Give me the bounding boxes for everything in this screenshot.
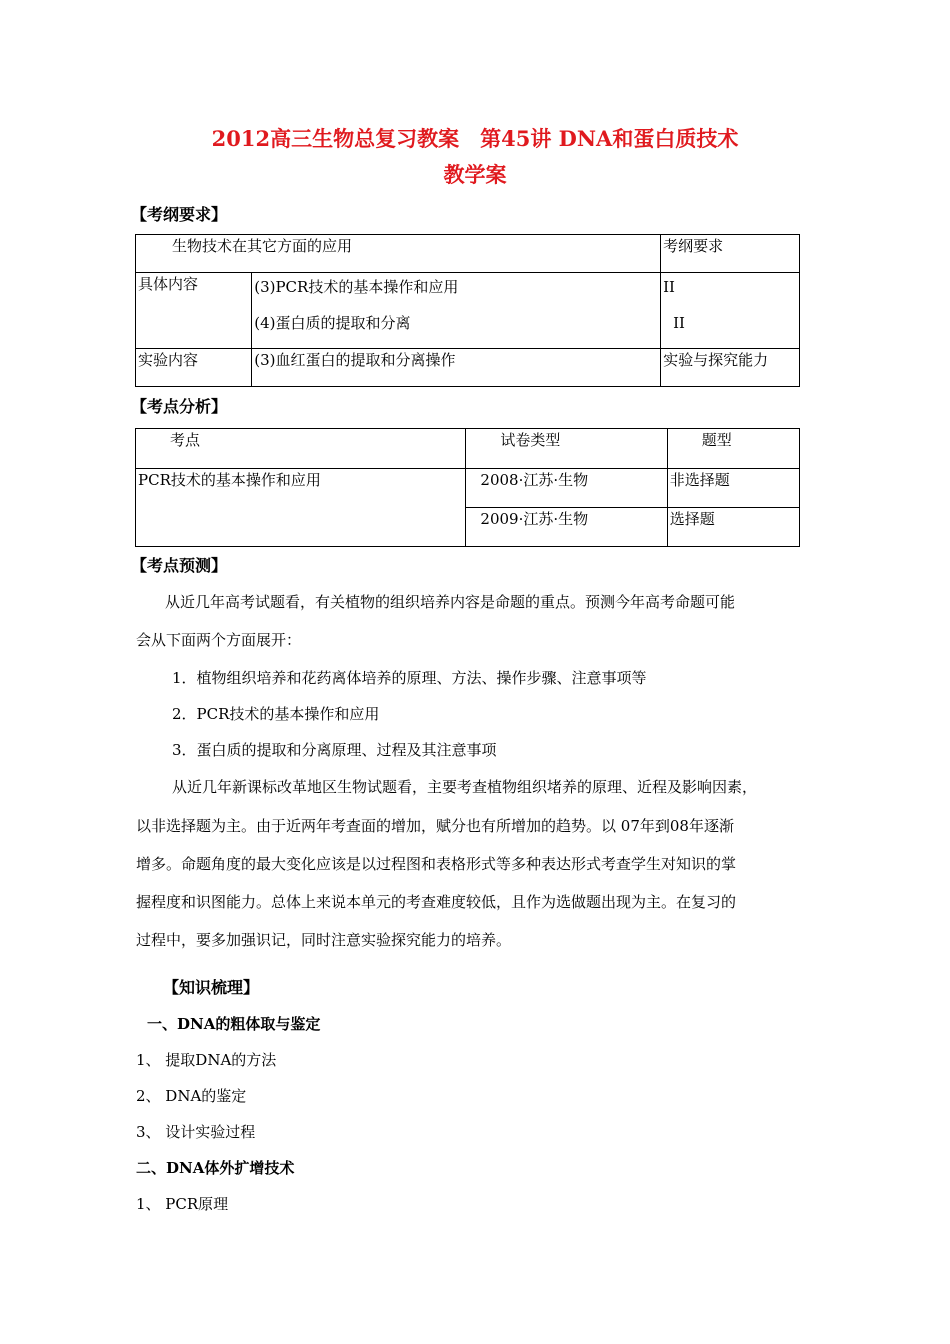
prediction-paragraph-line: 过程中，要多加强识记，同时注意实验探究能力的培养。 [136,931,512,949]
prediction-paragraph-line: 会从下面两个方面展开： [136,631,302,649]
analysis-type: 非选择题 [667,469,799,508]
doc-subtitle: 教学案 [443,162,507,187]
req-row1-item: (4)蛋白质的提取和分离 [254,314,411,332]
prediction-paragraph-line: 从近几年高考试题看，有关植物的组织培养内容是命题的重点。预测今年高考命题可能 [165,593,736,611]
req-row1-levels [661,273,800,349]
knowledge-part1-title: 一、DNA的粗体取与鉴定 [147,1015,321,1033]
heading-analysis: 【考点分析】 [131,397,228,416]
requirements-table [135,234,800,387]
analysis-type: 选择题 [667,508,799,547]
req-header-level: 考纲要求 [661,235,800,273]
knowledge-item: 1、 PCR原理 [136,1195,229,1213]
prediction-item: 2．PCR技术的基本操作和应用 [172,705,380,723]
prediction-paragraph-line: 握程度和识图能力。总体上来说本单元的考查难度较低，且作为选做题出现为主。在复习的 [136,893,737,911]
req-row2-level: 实验与探究能力 [661,349,800,387]
prediction-paragraph-line: 以非选择题为主。由于近两年考查面的增加，赋分也有所增加的趋势。以 07年到08年逐渐 [136,817,734,835]
heading-requirements: 【考纲要求】 [131,205,228,224]
req-row1-label: 具体内容 [136,273,252,349]
analysis-paper: 2008·江苏·生物 [466,469,667,508]
doc-title: 2012高三生物总复习教案 第45讲 DNA和蛋白质技术 [211,126,739,151]
analysis-paper: 2009·江苏·生物 [466,508,667,547]
req-row1-level: II [663,278,675,296]
knowledge-item: 1、 提取DNA的方法 [136,1051,277,1069]
prediction-paragraph-line: 增多。命题角度的最大变化应该是以过程图和表格形式等多种表达形式考查学生对知识的掌 [136,855,737,873]
req-row1-items [252,273,661,349]
req-row1-item: (3)PCR技术的基本操作和应用 [254,278,459,296]
req-row2-label: 实验内容 [136,349,252,387]
heading-prediction: 【考点预测】 [131,556,228,575]
analysis-col-paper: 试卷类型 [466,429,667,469]
analysis-point: PCR技术的基本操作和应用 [136,469,466,547]
knowledge-part2-title: 二、DNA体外扩增技术 [136,1159,295,1177]
req-row1-level: II [673,314,685,332]
analysis-table [135,428,800,547]
knowledge-item: 2、 DNA的鉴定 [136,1087,247,1105]
knowledge-item: 3、 设计实验过程 [136,1123,256,1141]
req-header-topic: 生物技术在其它方面的应用 [136,235,661,273]
req-row2-item: (3)血红蛋白的提取和分离操作 [252,349,661,387]
analysis-col-point: 考点 [136,429,466,469]
prediction-item: 3．蛋白质的提取和分离原理、过程及其注意事项 [172,741,497,759]
analysis-col-type: 题型 [667,429,799,469]
prediction-paragraph-line: 从近几年新课标改革地区生物试题看，主要考查植物组织堵养的原理、近程及影响因素， [172,778,758,796]
prediction-item: 1．植物组织培养和花药离体培养的原理、方法、操作步骤、注意事项等 [172,669,647,687]
heading-knowledge: 【知识梳理】 [163,978,260,997]
